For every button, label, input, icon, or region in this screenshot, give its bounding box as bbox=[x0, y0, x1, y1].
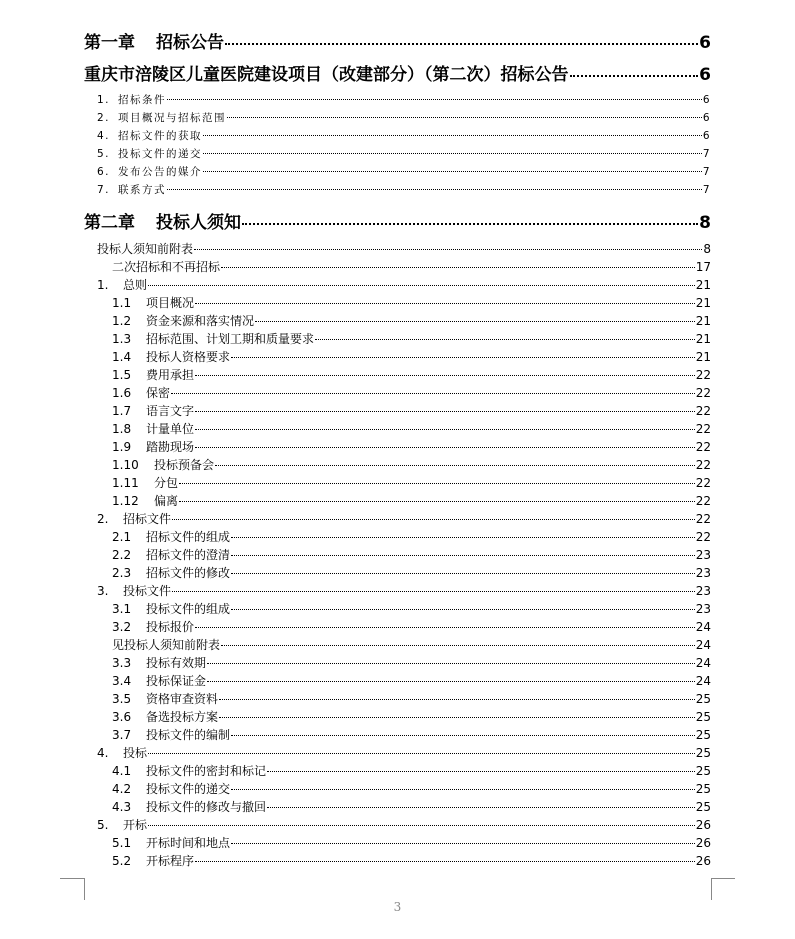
toc-entry[interactable] bbox=[112, 546, 711, 563]
toc-entry-title: 资金来源和落实情况 bbox=[146, 314, 255, 328]
toc-dot-leader bbox=[231, 609, 695, 610]
toc-entry-page: 24 bbox=[695, 638, 711, 652]
toc-entry-number: 第二章 bbox=[84, 213, 135, 233]
toc-dot-leader bbox=[215, 465, 695, 466]
toc-entry-page: 21 bbox=[695, 296, 711, 310]
toc-entry-number: 4.1 bbox=[112, 764, 132, 778]
toc-entry[interactable] bbox=[84, 28, 711, 53]
toc-dot-leader bbox=[179, 483, 695, 484]
toc-entry-title: 投标报价 bbox=[146, 620, 195, 634]
toc-entry[interactable] bbox=[112, 852, 711, 869]
toc-entry-page: 25 bbox=[695, 728, 711, 742]
toc-entry-title: 投标文件的修改与撤回 bbox=[146, 800, 267, 814]
toc-entry-number: 1.9 bbox=[112, 440, 132, 454]
toc-dot-leader bbox=[207, 681, 695, 682]
toc-entry-title: 项目概况与招标范围 bbox=[118, 112, 226, 124]
toc-entry-number: 1.7 bbox=[112, 404, 132, 418]
toc-entry[interactable] bbox=[112, 762, 711, 779]
toc-entry[interactable] bbox=[112, 528, 711, 545]
toc-entry-number: 1.3 bbox=[112, 332, 132, 346]
crop-mark bbox=[711, 878, 712, 900]
toc-entry-number: 3.4 bbox=[112, 674, 132, 688]
toc-entry[interactable] bbox=[112, 798, 711, 815]
toc-entry-title: 计量单位 bbox=[146, 422, 195, 436]
toc-dot-leader bbox=[231, 789, 695, 790]
toc-entry-number: 4. bbox=[97, 130, 111, 142]
toc-entry-title: 招标文件的获取 bbox=[118, 130, 202, 142]
toc-entry-page: 22 bbox=[695, 386, 711, 400]
toc-entry-number: 6. bbox=[97, 166, 111, 178]
toc-entry-title: 招标文件的组成 bbox=[146, 530, 231, 544]
toc-entry[interactable] bbox=[112, 654, 711, 671]
toc-entry-title: 投标文件的密封和标记 bbox=[146, 764, 267, 778]
toc-entry-page: 22 bbox=[695, 476, 711, 490]
toc-entry-number: 5.2 bbox=[112, 854, 132, 868]
toc-entry[interactable] bbox=[97, 128, 711, 143]
toc-entry-page: 6 bbox=[702, 94, 711, 106]
toc-entry[interactable] bbox=[97, 744, 711, 761]
toc-entry-title: 投标文件的编制 bbox=[146, 728, 231, 742]
toc-entry-page: 24 bbox=[695, 674, 711, 688]
toc-entry-page: 25 bbox=[695, 782, 711, 796]
toc-dot-leader bbox=[203, 171, 702, 172]
toc-entry[interactable] bbox=[97, 276, 711, 293]
toc-entry-title: 备选投标方案 bbox=[146, 710, 219, 724]
toc-entry-number: 1.4 bbox=[112, 350, 132, 364]
toc-entry-title: 费用承担 bbox=[146, 368, 195, 382]
toc-entry-title: 二次招标和不再招标 bbox=[112, 260, 221, 274]
toc-entry[interactable] bbox=[112, 384, 711, 401]
toc-entry-page: 26 bbox=[695, 818, 711, 832]
toc-entry-page: 17 bbox=[695, 260, 711, 274]
toc-dot-leader bbox=[267, 771, 695, 772]
toc-entry-title: 重庆市涪陵区儿童医院建设项目（改建部分）（第二次）招标公告 bbox=[84, 65, 569, 85]
toc-dot-leader bbox=[255, 321, 695, 322]
toc-entry-title: 开标时间和地点 bbox=[146, 836, 231, 850]
toc-entry-number: 第一章 bbox=[84, 33, 135, 53]
toc-entry-title: 投标文件 bbox=[123, 584, 172, 598]
toc-entry-number: 1.10 bbox=[112, 458, 139, 472]
toc-entry-page: 24 bbox=[695, 620, 711, 634]
toc-entry-title: 投标 bbox=[123, 746, 148, 760]
crop-mark bbox=[84, 878, 85, 900]
toc-dot-leader bbox=[231, 843, 695, 844]
toc-entry[interactable] bbox=[112, 420, 711, 437]
toc-entry-number: 4.3 bbox=[112, 800, 132, 814]
toc-entry-page: 8 bbox=[699, 213, 711, 233]
toc-dot-leader bbox=[242, 223, 698, 225]
toc-entry-number: 1.6 bbox=[112, 386, 132, 400]
toc-entry-number: 3.2 bbox=[112, 620, 132, 634]
toc-entry-page: 6 bbox=[702, 130, 711, 142]
toc-dot-leader bbox=[172, 519, 695, 520]
toc-dot-leader bbox=[315, 339, 695, 340]
toc-dot-leader bbox=[203, 135, 702, 136]
toc-entry-page: 7 bbox=[702, 184, 711, 196]
toc-dot-leader bbox=[148, 825, 695, 826]
toc-entry-title: 分包 bbox=[154, 476, 179, 490]
toc-entry-title: 投标预备会 bbox=[154, 458, 215, 472]
toc-entry-page: 25 bbox=[695, 764, 711, 778]
toc-entry[interactable] bbox=[112, 366, 711, 383]
toc-entry-title: 语言文字 bbox=[146, 404, 195, 418]
toc-entry-title: 总则 bbox=[123, 278, 148, 292]
toc-entry-title: 招标文件 bbox=[123, 512, 172, 526]
toc-entry-number: 1. bbox=[97, 94, 111, 106]
toc-dot-leader bbox=[267, 807, 695, 808]
toc-entry-number: 2. bbox=[97, 112, 111, 124]
toc-entry-page: 23 bbox=[695, 584, 711, 598]
toc-dot-leader bbox=[195, 447, 695, 448]
toc-entry[interactable] bbox=[84, 208, 711, 233]
toc-entry-page: 22 bbox=[695, 440, 711, 454]
toc-entry-title: 投标人资格要求 bbox=[146, 350, 231, 364]
toc-entry-page: 23 bbox=[695, 602, 711, 616]
toc-entry-number: 5. bbox=[97, 148, 111, 160]
toc-dot-leader bbox=[179, 501, 695, 502]
toc-entry-number: 4.2 bbox=[112, 782, 132, 796]
toc-dot-leader bbox=[221, 645, 695, 646]
toc-entry-page: 6 bbox=[699, 33, 711, 53]
toc-dot-leader bbox=[195, 375, 695, 376]
toc-entry-number: 1.2 bbox=[112, 314, 132, 328]
toc-dot-leader bbox=[231, 537, 695, 538]
toc-entry-number: 1.5 bbox=[112, 368, 132, 382]
toc-entry[interactable] bbox=[112, 618, 711, 635]
toc-entry-page: 22 bbox=[695, 494, 711, 508]
toc-entry-title: 联系方式 bbox=[118, 184, 166, 196]
toc-dot-leader bbox=[570, 75, 699, 77]
toc-entry[interactable] bbox=[97, 164, 711, 179]
toc-entry-page: 21 bbox=[695, 314, 711, 328]
toc-entry-page: 6 bbox=[699, 65, 711, 85]
toc-entry-page: 7 bbox=[702, 166, 711, 178]
toc-entry[interactable] bbox=[112, 726, 711, 743]
toc-entry-page: 25 bbox=[695, 710, 711, 724]
toc-entry-page: 23 bbox=[695, 548, 711, 562]
toc-entry-number: 7. bbox=[97, 184, 111, 196]
toc-entry-page: 23 bbox=[695, 566, 711, 580]
toc-dot-leader bbox=[148, 285, 695, 286]
toc-entry-title: 招标范围、计划工期和质量要求 bbox=[146, 332, 315, 346]
toc-entry-page: 26 bbox=[695, 836, 711, 850]
page-number: 3 bbox=[393, 900, 402, 914]
toc-entry[interactable] bbox=[112, 456, 711, 473]
toc-entry[interactable] bbox=[97, 816, 711, 833]
toc-entry-number: 3.5 bbox=[112, 692, 132, 706]
toc-entry-number: 2. bbox=[97, 512, 109, 526]
toc-entry-page: 26 bbox=[695, 854, 711, 868]
toc-entry[interactable] bbox=[97, 92, 711, 107]
toc-entry-title: 偏离 bbox=[154, 494, 179, 508]
toc-dot-leader bbox=[195, 411, 695, 412]
toc-dot-leader bbox=[167, 99, 702, 100]
toc-entry[interactable] bbox=[112, 258, 711, 275]
toc-entry[interactable] bbox=[112, 564, 711, 581]
toc-entry-title: 投标文件的递交 bbox=[118, 148, 202, 160]
toc-entry-number: 2.1 bbox=[112, 530, 132, 544]
toc-entry[interactable] bbox=[112, 474, 711, 491]
toc-entry-page: 24 bbox=[695, 656, 711, 670]
toc-entry-title: 项目概况 bbox=[146, 296, 195, 310]
toc-entry-title: 投标人须知 bbox=[156, 213, 241, 233]
toc-entry-page: 21 bbox=[695, 332, 711, 346]
toc-entry[interactable] bbox=[112, 834, 711, 851]
toc-entry-title: 发布公告的媒介 bbox=[118, 166, 202, 178]
toc-dot-leader bbox=[203, 153, 702, 154]
toc-dot-leader bbox=[231, 555, 695, 556]
toc-dot-leader bbox=[221, 267, 695, 268]
toc-dot-leader bbox=[231, 357, 695, 358]
crop-mark bbox=[60, 878, 84, 879]
toc-entry[interactable] bbox=[112, 690, 711, 707]
toc-entry[interactable] bbox=[112, 636, 711, 653]
toc-entry-page: 22 bbox=[695, 404, 711, 418]
toc-dot-leader bbox=[167, 189, 702, 190]
toc-dot-leader bbox=[195, 861, 695, 862]
toc-entry-number: 5.1 bbox=[112, 836, 132, 850]
toc-entry-title: 开标程序 bbox=[146, 854, 195, 868]
toc-dot-leader bbox=[207, 663, 695, 664]
toc-entry-number: 3. bbox=[97, 584, 109, 598]
toc-dot-leader bbox=[231, 735, 695, 736]
toc-entry[interactable] bbox=[112, 402, 711, 419]
toc-dot-leader bbox=[227, 117, 702, 118]
toc-entry[interactable] bbox=[112, 348, 711, 365]
toc-entry-number: 3.1 bbox=[112, 602, 132, 616]
toc-entry[interactable] bbox=[112, 492, 711, 509]
toc-dot-leader bbox=[219, 699, 695, 700]
toc-entry-title: 招标文件的澄清 bbox=[146, 548, 231, 562]
toc-entry[interactable] bbox=[112, 672, 711, 689]
toc-entry[interactable] bbox=[112, 438, 711, 455]
toc-dot-leader bbox=[148, 753, 695, 754]
toc-entry-title: 招标文件的修改 bbox=[146, 566, 231, 580]
toc-dot-leader bbox=[225, 43, 698, 45]
toc-entry-title: 投标有效期 bbox=[146, 656, 207, 670]
toc-entry-number: 2.3 bbox=[112, 566, 132, 580]
toc-entry[interactable] bbox=[112, 708, 711, 725]
toc-entry-page: 21 bbox=[695, 278, 711, 292]
toc-entry-title: 开标 bbox=[123, 818, 148, 832]
toc-entry-number: 3.7 bbox=[112, 728, 132, 742]
toc-entry-number: 1.1 bbox=[112, 296, 132, 310]
toc-entry-title: 招标公告 bbox=[156, 33, 224, 53]
toc-entry[interactable] bbox=[97, 510, 711, 527]
toc-entry-page: 21 bbox=[695, 350, 711, 364]
toc-entry[interactable] bbox=[112, 312, 711, 329]
toc-entry-number: 1. bbox=[97, 278, 109, 292]
toc-dot-leader bbox=[172, 591, 695, 592]
toc-entry[interactable] bbox=[97, 182, 711, 197]
toc-entry-page: 22 bbox=[695, 368, 711, 382]
toc-entry[interactable] bbox=[97, 582, 711, 599]
toc-entry[interactable] bbox=[97, 240, 711, 257]
toc-entry-page: 22 bbox=[695, 530, 711, 544]
toc-dot-leader bbox=[195, 627, 695, 628]
toc-entry-page: 22 bbox=[695, 458, 711, 472]
toc-entry-page: 8 bbox=[703, 242, 711, 256]
toc-entry[interactable] bbox=[84, 60, 711, 85]
toc-entry-title: 投标保证金 bbox=[146, 674, 207, 688]
toc-entry[interactable] bbox=[112, 600, 711, 617]
toc-dot-leader bbox=[219, 717, 695, 718]
toc-dot-leader bbox=[195, 429, 695, 430]
toc-entry-page: 22 bbox=[695, 512, 711, 526]
toc-entry-page: 25 bbox=[695, 746, 711, 760]
toc-entry-title: 投标文件的组成 bbox=[146, 602, 231, 616]
toc-entry-title: 踏勘现场 bbox=[146, 440, 195, 454]
toc-dot-leader bbox=[231, 573, 695, 574]
toc-dot-leader bbox=[195, 303, 695, 304]
toc-dot-leader bbox=[171, 393, 695, 394]
crop-mark bbox=[711, 878, 735, 879]
toc-entry-number: 2.2 bbox=[112, 548, 132, 562]
toc-entry-title: 招标条件 bbox=[118, 94, 166, 106]
toc-entry-page: 22 bbox=[695, 422, 711, 436]
toc-entry-number: 1.11 bbox=[112, 476, 139, 490]
toc-entry-number: 3.6 bbox=[112, 710, 132, 724]
toc-entry-title: 投标人须知前附表 bbox=[97, 242, 194, 256]
toc-entry-title: 投标文件的递交 bbox=[146, 782, 231, 796]
toc-dot-leader bbox=[194, 249, 702, 250]
toc-entry-number: 1.12 bbox=[112, 494, 139, 508]
toc-entry-title: 见投标人须知前附表 bbox=[112, 638, 221, 652]
toc-entry-page: 6 bbox=[702, 112, 711, 124]
toc-entry-number: 1.8 bbox=[112, 422, 132, 436]
toc-entry[interactable] bbox=[112, 780, 711, 797]
toc-entry[interactable] bbox=[112, 330, 711, 347]
toc-entry-page: 25 bbox=[695, 800, 711, 814]
toc-entry[interactable] bbox=[97, 110, 711, 125]
toc-entry[interactable] bbox=[97, 146, 711, 161]
toc-entry[interactable] bbox=[112, 294, 711, 311]
toc-entry-number: 3.3 bbox=[112, 656, 132, 670]
toc-entry-page: 7 bbox=[702, 148, 711, 160]
toc-entry-title: 资格审查资料 bbox=[146, 692, 219, 706]
toc-entry-number: 5. bbox=[97, 818, 109, 832]
toc-entry-title: 保密 bbox=[146, 386, 171, 400]
toc-entry-page: 25 bbox=[695, 692, 711, 706]
toc-entry-number: 4. bbox=[97, 746, 109, 760]
